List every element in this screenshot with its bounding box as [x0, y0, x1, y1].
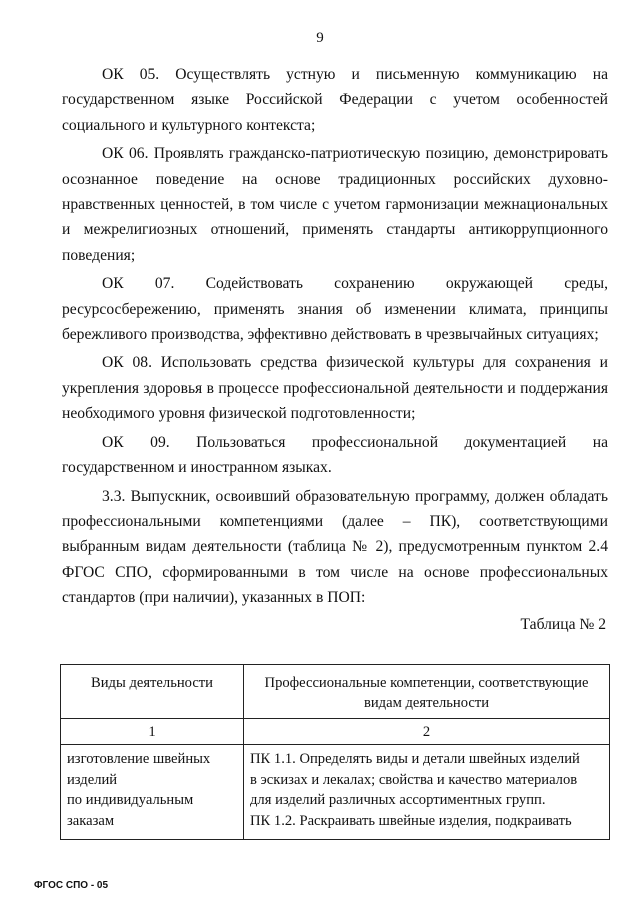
column-number-1: 1: [61, 719, 244, 745]
activity-cell: [61, 745, 244, 840]
header-competencies: Профессиональные компетенции, соответствующие видам деятельности: [244, 665, 610, 719]
table-header-row: [61, 665, 610, 719]
header-activities: Виды деятельности: [61, 665, 244, 719]
column-number-2: 2: [244, 719, 610, 745]
activity-line: по индивидуальным: [67, 792, 194, 808]
table-caption: Таблица № 2: [520, 616, 606, 633]
activity-line: изготовление швейных: [67, 751, 211, 767]
competence-line: в эскизах и лекалах; свойства и качество материалов: [250, 771, 578, 788]
footer-code: ФГОС СПО - 05: [34, 880, 109, 891]
paragraph-ok06: ОК 06. Проявлять гражданско-патриотическую позицию, демонстрировать осознанное поведение на основе традиционных российских духовно-нравственных ценностей, в том числе с учетом гармонизации межнациональных и межрелигиозных отношений, применять стандарты антикоррупционного поведения;: [62, 145, 608, 264]
paragraph-ok08: ОК 08. Использовать средства физической культуры для сохранения и укрепления здоровья в процессе профессиональной деятельности и поддержания необходимого уровня физической подготовленности;: [62, 354, 608, 423]
body-text: [62, 62, 608, 611]
competence-line: ПК 1.2. Раскраивать швейные изделия, подкраивать: [250, 812, 572, 829]
page-number: 9: [316, 30, 324, 46]
competence-line: ПК 1.1. Определять виды и детали швейных изделий: [250, 751, 580, 767]
competence-line: для изделий различных ассортиментных групп.: [250, 792, 546, 808]
table-number-row: [61, 719, 610, 745]
paragraph-ok09: ОК 09. Пользоваться профессиональной документацией на государственном и иностранном языках.: [62, 433, 608, 477]
paragraph-ok07: ОК 07. Содействовать сохранению окружающей среды, ресурсосбережению, применять знания об изменении климата, принципы бережливого производства, эффективно действовать в чрезвычайных ситуациях;: [62, 275, 608, 344]
competencies-table: [60, 664, 610, 840]
paragraph-3-3: 3.3. Выпускник, освоивший образовательную программу, должен обладать профессиональными компетенциями (далее – ПК), соответствующими выбранным видам деятельности (таблица № 2), предусмотренным пунктом 2.4 ФГОС СПО, сформированными в том числе на основе профессиональных стандартов (при наличии), указанных в ПОП:: [62, 487, 608, 607]
activity-line: заказам: [67, 812, 115, 829]
table-row: [61, 745, 610, 840]
activity-line: изделий: [67, 771, 118, 788]
competence-cell: [244, 745, 610, 840]
paragraph-ok05: ОК 05. Осуществлять устную и письменную коммуникацию на государственном языке Российской Федерации с учетом особенностей социального и культурного контекста;: [62, 66, 608, 134]
